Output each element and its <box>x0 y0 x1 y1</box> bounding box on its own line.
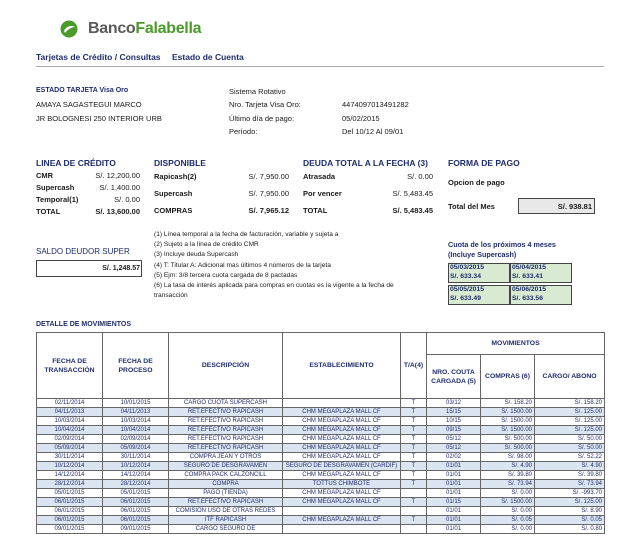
cell-cargo-abono: S/. 50.00 <box>535 435 605 444</box>
last-pay-label: Último día de pago: <box>229 114 295 123</box>
cell-cargo-abono: S/. 125.00 <box>535 417 605 426</box>
cell-ta: T <box>401 435 427 444</box>
table-row <box>37 480 605 489</box>
payment-title: FORMA DE PAGO <box>448 158 520 168</box>
total-debt-label: Por vencer <box>303 189 342 198</box>
super-balance-value: S/. 1,248.57 <box>102 265 140 272</box>
credit-line-value: S/. 1,400.00 <box>99 183 140 192</box>
table-row <box>37 471 605 480</box>
footnote: (2) Sujeto a la línea de crédito CMR <box>154 241 259 249</box>
cell-fecha-proceso: 05/09/2014 <box>103 444 169 453</box>
footnote: transacción <box>154 292 188 300</box>
upcoming-amount: S/. 633.41 <box>512 273 543 280</box>
header-movimientos: MOVIMIENTOS <box>427 333 605 355</box>
credit-line-label: TOTAL <box>36 207 61 216</box>
cell-nro-cuota: 01/01 <box>427 471 481 480</box>
total-debt-value: S/. 0.00 <box>407 172 433 181</box>
cell-descripcion: RET.EFECTIVO RAPICASH <box>169 444 283 453</box>
upcoming-subtitle: (Incluye Supercash) <box>448 250 517 259</box>
footnote: (1) Línea temporal a la fecha de facturación, variable y sujeta a <box>154 231 339 238</box>
cell-fecha-proceso: 30/11/2014 <box>103 453 169 462</box>
cell-ta <box>401 507 427 516</box>
cell-descripcion: RET.EFECTIVO RAPICASH <box>169 426 283 435</box>
cell-descripcion: SEGURO DE DESGRAVAMEN <box>169 462 283 471</box>
period-label: Período: <box>229 127 258 136</box>
cell-nro-cuota: 01/01 <box>427 516 481 525</box>
cell-fecha-transaccion: 10/12/2014 <box>37 462 103 471</box>
footnote: (6) La tasa de interés aplicada para compras en cuotas es la vigente a la fecha de <box>154 282 394 290</box>
holder-name: AMAYA SAGASTEGUI MARCO <box>36 100 142 109</box>
cell-ta: T <box>401 453 427 462</box>
upcoming-date: 05/06/2015 <box>512 286 547 293</box>
credit-line-label: CMR <box>36 171 54 180</box>
logo-text-1: Banco <box>88 20 136 37</box>
upcoming-date: 05/05/2015 <box>450 286 485 293</box>
cell-compras: S/. 0.00 <box>481 489 535 498</box>
table-row <box>37 507 605 516</box>
cell-compras: S/. 0.05 <box>481 516 535 525</box>
cell-descripcion: RET.EFECTIVO RAPICASH <box>169 417 283 426</box>
cell-compras: S/. 1500.00 <box>481 498 535 507</box>
cell-fecha-proceso: 10/12/2014 <box>103 462 169 471</box>
cell-descripcion: COMISION USO DE OTRAS REDES <box>169 507 283 516</box>
cell-ta: T <box>401 471 427 480</box>
credit-line-label: Temporal(1) <box>36 195 79 204</box>
cell-establecimiento: CHM MEGAPLAZA MALL CF <box>283 498 401 507</box>
total-debt-title: DEUDA TOTAL A LA FECHA (3) <box>303 158 428 168</box>
table-row <box>37 426 605 435</box>
cell-descripcion: CARGO CUOTA SUPERCASH <box>169 399 283 408</box>
cell-establecimiento: SEGURO DE DESGRAVAMEN (CARDIF) <box>283 462 401 471</box>
footnote: (4) T: Titular A: Adicional mas últimos 4 números de la tarjeta <box>154 261 331 269</box>
total-debt-label: Atrasada <box>303 172 336 181</box>
credit-line-value: S/. 12,200.00 <box>95 171 140 180</box>
payment-option-label: Opcion de pago <box>448 178 505 187</box>
cell-nro-cuota: 15/15 <box>427 408 481 417</box>
cell-fecha-proceso: 10/01/2015 <box>103 399 169 408</box>
cell-descripcion: COMPRA PACK CALZONCILL <box>169 471 283 480</box>
header-establecimiento: ESTABLECIMIENTO <box>283 333 401 399</box>
cell-fecha-transaccion: 06/01/2015 <box>37 498 103 507</box>
cell-compras: S/. 4.90 <box>481 462 535 471</box>
cell-ta <box>401 525 427 534</box>
header-descripcion: DESCRIPCIÓN <box>169 333 283 399</box>
upcoming-amount: S/. 633.56 <box>512 295 543 302</box>
cell-compras: S/. 500.00 <box>481 444 535 453</box>
cell-ta: T <box>401 462 427 471</box>
header-cargo-abono: CARGO/ ABONO <box>535 355 605 399</box>
upcoming-amount: S/. 633.49 <box>450 295 481 302</box>
cell-establecimiento <box>283 525 401 534</box>
cell-fecha-transaccion: 30/11/2014 <box>37 453 103 462</box>
cell-cargo-abono: S/. 39.80 <box>535 471 605 480</box>
upcoming-date: 05/04/2015 <box>512 264 547 271</box>
table-row <box>37 462 605 471</box>
cell-descripcion: ITF RAPICASH <box>169 516 283 525</box>
period-value: Del 10/12 Al 09/01 <box>342 127 404 136</box>
table-row <box>37 444 605 453</box>
cell-compras: S/. 1500.00 <box>481 426 535 435</box>
movements-body <box>37 399 605 534</box>
cell-cargo-abono: S/. 125.00 <box>535 408 605 417</box>
cell-nro-cuota: 09/15 <box>427 426 481 435</box>
upcoming-amount: S/. 633.34 <box>450 273 481 280</box>
total-debt-total: S/. 5,483.45 <box>392 206 433 215</box>
footnote: (3) Incluye deuda Supercash <box>154 251 239 259</box>
available-value: S/. 7,950.00 <box>248 172 289 181</box>
credit-line-total: S/. 13,600.00 <box>95 207 140 216</box>
header-nro-cuota: NRO. COUTA CARGADA (5) <box>427 355 481 399</box>
cell-establecimiento: CHM MEGAPLAZA MALL CF <box>283 426 401 435</box>
cell-cargo-abono: S/. 125.00 <box>535 498 605 507</box>
cell-descripcion: RET.EFECTIVO RAPICASH <box>169 435 283 444</box>
breadcrumb-section: Tarjetas de Crédito / Consultas <box>36 52 161 62</box>
cell-fecha-proceso: 10/03/2014 <box>103 417 169 426</box>
cell-nro-cuota: 03/12 <box>427 399 481 408</box>
credit-line-title: LINEA DE CRÉDITO <box>36 158 116 168</box>
cell-fecha-transaccion: 04/11/2013 <box>37 408 103 417</box>
cell-descripcion: COMPRA JEAN Y OTROS <box>169 453 283 462</box>
cell-establecimiento: CHM MEGAPLAZA MALL CF <box>283 471 401 480</box>
cell-nro-cuota: 01/01 <box>427 462 481 471</box>
system-label: Sistema Rotativo <box>229 87 286 96</box>
last-pay-date: 05/02/2015 <box>342 114 380 123</box>
table-row <box>37 408 605 417</box>
card-number: 4474097013491282 <box>342 100 409 109</box>
cell-ta: T <box>401 444 427 453</box>
upcoming-date: 05/03/2015 <box>450 264 485 271</box>
cell-fecha-transaccion: 06/01/2015 <box>37 516 103 525</box>
cell-establecimiento: CHM MEGAPLAZA MALL CF <box>283 516 401 525</box>
cell-compras: S/. 98.00 <box>481 453 535 462</box>
header-ta: T/A(4) <box>401 333 427 399</box>
cell-establecimiento: CHM MEGAPLAZA MALL CF <box>283 444 401 453</box>
cell-ta: T <box>401 498 427 507</box>
cell-ta: T <box>401 399 427 408</box>
cell-nro-cuota: 10/15 <box>427 417 481 426</box>
falabella-logo-icon <box>60 20 78 38</box>
cell-fecha-transaccion: 02/11/2014 <box>37 399 103 408</box>
cell-cargo-abono: S/. 158.20 <box>535 399 605 408</box>
card-status-label: ESTADO TARJETA Visa Oro <box>36 87 129 94</box>
cell-cargo-abono: S/. -993.70 <box>535 489 605 498</box>
cell-nro-cuota: 02/02 <box>427 453 481 462</box>
total-debt-label: TOTAL <box>303 206 328 215</box>
upcoming-title: Cuota de los próximos 4 meses <box>448 240 556 249</box>
cell-establecimiento <box>283 507 401 516</box>
cell-nro-cuota: 01/01 <box>427 489 481 498</box>
available-title: DISPONIBLE <box>154 158 206 168</box>
cell-fecha-proceso: 14/12/2014 <box>103 471 169 480</box>
cell-cargo-abono: S/. 4.90 <box>535 462 605 471</box>
cell-ta <box>401 489 427 498</box>
cell-fecha-transaccion: 06/01/2015 <box>37 507 103 516</box>
cell-fecha-proceso: 06/01/2015 <box>103 516 169 525</box>
header-fecha-transaccion: FECHA DE TRANSACCIÓN <box>37 333 103 399</box>
table-row <box>37 399 605 408</box>
cell-ta: T <box>401 516 427 525</box>
header-divider <box>36 66 604 67</box>
cell-cargo-abono: S/. 0.05 <box>535 516 605 525</box>
cell-ta: T <box>401 417 427 426</box>
total-debt-value: S/. 5,483.45 <box>392 189 433 198</box>
table-row <box>37 435 605 444</box>
table-row <box>37 453 605 462</box>
cell-ta: T <box>401 408 427 417</box>
cell-nro-cuota: 01/01 <box>427 525 481 534</box>
cell-descripcion: CARGO SEGURO DE <box>169 525 283 534</box>
payment-total-label: Total del Mes <box>448 202 495 211</box>
table-row <box>37 417 605 426</box>
cell-fecha-transaccion: 02/09/2014 <box>37 435 103 444</box>
cell-nro-cuota: 01/15 <box>427 498 481 507</box>
cell-descripcion: COMPRA <box>169 480 283 489</box>
cell-fecha-proceso: 04/11/2013 <box>103 408 169 417</box>
header-fecha-proceso: FECHA DE PROCESO <box>103 333 169 399</box>
movements-table <box>36 332 605 534</box>
cell-compras: S/. 1500.00 <box>481 417 535 426</box>
available-label: COMPRAS <box>154 206 193 215</box>
table-row <box>37 516 605 525</box>
cell-cargo-abono: S/. 50.00 <box>535 444 605 453</box>
footnotes <box>154 230 444 301</box>
cell-compras: S/. 39.80 <box>481 471 535 480</box>
cell-cargo-abono: S/. 73.94 <box>535 480 605 489</box>
cell-establecimiento: CHM MEGAPLAZA MALL CF <box>283 408 401 417</box>
cell-cargo-abono: S/. 52.22 <box>535 453 605 462</box>
cell-establecimiento: CHM MEGAPLAZA MALL CF <box>283 489 401 498</box>
credit-line-value: S/. 0.00 <box>114 195 140 204</box>
cell-ta: T <box>401 426 427 435</box>
cell-fecha-proceso: 02/09/2014 <box>103 435 169 444</box>
page-title: Estado de Cuenta <box>172 52 244 62</box>
cell-fecha-proceso: 06/01/2015 <box>103 507 169 516</box>
cell-fecha-transaccion: 28/12/2014 <box>37 480 103 489</box>
available-value: S/. 7,965.12 <box>248 206 289 215</box>
cell-compras: S/. 0.00 <box>481 507 535 516</box>
available-label: Supercash <box>154 189 193 198</box>
cell-fecha-transaccion: 14/12/2014 <box>37 471 103 480</box>
holder-address: JR BOLOGNESI 250 INTERIOR URB <box>36 114 162 123</box>
table-row <box>37 498 605 507</box>
cell-nro-cuota: 05/12 <box>427 444 481 453</box>
cell-cargo-abono: S/. 125.00 <box>535 426 605 435</box>
header-compras: COMPRAS (6) <box>481 355 535 399</box>
table-row <box>37 525 605 534</box>
cell-establecimiento: CHM MEGAPLAZA MALL CF <box>283 453 401 462</box>
cell-fecha-proceso: 28/12/2014 <box>103 480 169 489</box>
cell-compras: S/. 0.00 <box>481 525 535 534</box>
cell-compras: S/. 73.94 <box>481 480 535 489</box>
cell-establecimiento <box>283 399 401 408</box>
cell-fecha-transaccion: 09/01/2015 <box>37 525 103 534</box>
table-row <box>37 489 605 498</box>
cell-fecha-proceso: 06/01/2015 <box>103 498 169 507</box>
movements-title: DETALLE DE MOVIMIENTOS <box>36 321 132 328</box>
cell-fecha-proceso: 10/04/2014 <box>103 426 169 435</box>
cell-compras: S/. 1500.00 <box>481 408 535 417</box>
available-value: S/. 7,950.00 <box>248 189 289 198</box>
cell-nro-cuota: 01/01 <box>427 480 481 489</box>
cell-cargo-abono: S/. 8.90 <box>535 507 605 516</box>
cell-fecha-transaccion: 10/03/2014 <box>37 417 103 426</box>
cell-establecimiento: CHM MEGAPLAZA MALL CF <box>283 435 401 444</box>
cell-establecimiento: TOTTUS CHIMBOTE <box>283 480 401 489</box>
card-number-label: Nro. Tarjeta Visa Oro: <box>229 100 301 109</box>
cell-nro-cuota: 01/01 <box>427 507 481 516</box>
cell-fecha-transaccion: 05/01/2015 <box>37 489 103 498</box>
cell-fecha-proceso: 05/01/2015 <box>103 489 169 498</box>
super-balance-label: SALDO DEUDOR SUPER <box>36 247 130 256</box>
cell-fecha-transaccion: 05/09/2014 <box>37 444 103 453</box>
cell-cargo-abono: S/. 0.80 <box>535 525 605 534</box>
cell-descripcion: RET.EFECTIVO RAPICASH <box>169 408 283 417</box>
credit-line-label: Supercash <box>36 183 75 192</box>
cell-fecha-proceso: 09/01/2015 <box>103 525 169 534</box>
footnote: (5) Ejm: 3/8 tercera cuota cargada de 8 pactadas <box>154 271 298 279</box>
cell-nro-cuota: 05/12 <box>427 435 481 444</box>
cell-descripcion: RET.EFECTIVO RAPICASH <box>169 498 283 507</box>
payment-total-value: S/. 938.81 <box>557 202 592 211</box>
cell-fecha-transaccion: 10/04/2014 <box>37 426 103 435</box>
cell-establecimiento: CHM MEGAPLAZA MALL CF <box>283 417 401 426</box>
logo-text-2: Falabella <box>135 20 202 37</box>
cell-descripcion: PAGO (TIENDA) <box>169 489 283 498</box>
cell-compras: S/. 158.20 <box>481 399 535 408</box>
cell-ta: T <box>401 480 427 489</box>
available-label: Rapicash(2) <box>154 172 197 181</box>
cell-compras: S/. 500.00 <box>481 435 535 444</box>
